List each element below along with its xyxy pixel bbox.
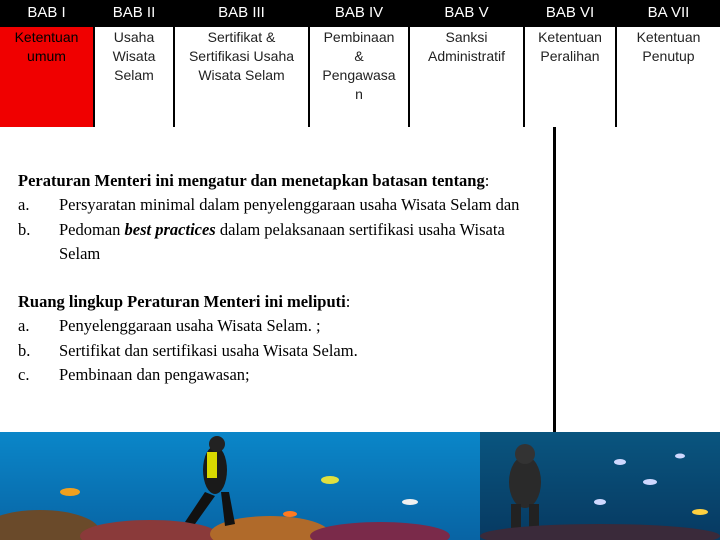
- list-marker: a.: [18, 316, 30, 336]
- tab-bab-7[interactable]: [617, 0, 720, 127]
- list-item: b. Pedoman best practices dalam pelaksanaan sertifikasi usaha Wisata Selam: [18, 219, 505, 263]
- tab-bab-6[interactable]: [525, 0, 615, 127]
- tab-bab-1[interactable]: [0, 0, 93, 127]
- underwater-scuba-photo-icon: [0, 432, 720, 540]
- list-item: [18, 314, 543, 338]
- list-item-text: Pembinaan dan pengawasan;: [59, 365, 250, 385]
- list-item: [18, 339, 543, 363]
- purpose-intro: Peraturan Menteri ini mengatur dan menetapkan batasan tentang:: [18, 171, 490, 190]
- chapter-tab-bar: [0, 0, 720, 127]
- tab-body: Ketentuan Penutup: [617, 27, 720, 127]
- tab-body: Pembinaan & Pengawasa n: [310, 27, 408, 127]
- tab-header: BAB I: [27, 4, 66, 21]
- tab-header: BAB III: [218, 4, 265, 21]
- content-text: [18, 169, 543, 387]
- list-marker: b.: [18, 219, 31, 239]
- emphasis-text: best practices: [124, 219, 216, 239]
- tab-header: BA VII: [647, 4, 690, 21]
- tab-body: Usaha Wisata Selam: [95, 27, 173, 127]
- tab-body: Sertifikat & Sertifikasi Usaha Wisata Selam: [175, 27, 308, 127]
- tab-body: Ketentuan Peralihan: [525, 27, 615, 127]
- list-item-text: Persyaratan minimal dalam penyelenggaraan usaha Wisata Selam dan: [59, 195, 520, 215]
- scope-intro: Ruang lingkup Peraturan Menteri ini meliputi:: [18, 292, 351, 312]
- list-item: [18, 193, 543, 217]
- list-marker: c.: [18, 365, 30, 385]
- list-item-text: Penyelenggaraan usaha Wisata Selam. ;: [59, 316, 321, 336]
- tab-body: Ketentuan umum: [0, 27, 93, 127]
- list-item: [18, 363, 543, 387]
- tab-bab-4[interactable]: [310, 0, 408, 127]
- tab-bab-3[interactable]: [175, 0, 308, 127]
- tab-header: BAB II: [112, 4, 156, 21]
- tab-bab-5[interactable]: [410, 0, 523, 127]
- tab-header: BAB IV: [334, 4, 384, 21]
- tab-body: Sanksi Administratif: [410, 27, 523, 127]
- list-marker: a.: [18, 195, 30, 215]
- list-item-text: Sertifikat dan sertifikasi usaha Wisata Selam.: [59, 340, 358, 360]
- tab-bab-2[interactable]: [95, 0, 173, 127]
- tab-header: BAB VI: [545, 4, 595, 21]
- tab-header: BAB V: [444, 4, 489, 21]
- content-panel: [0, 127, 556, 432]
- list-marker: b.: [18, 340, 31, 360]
- underwater-photo: [0, 432, 720, 540]
